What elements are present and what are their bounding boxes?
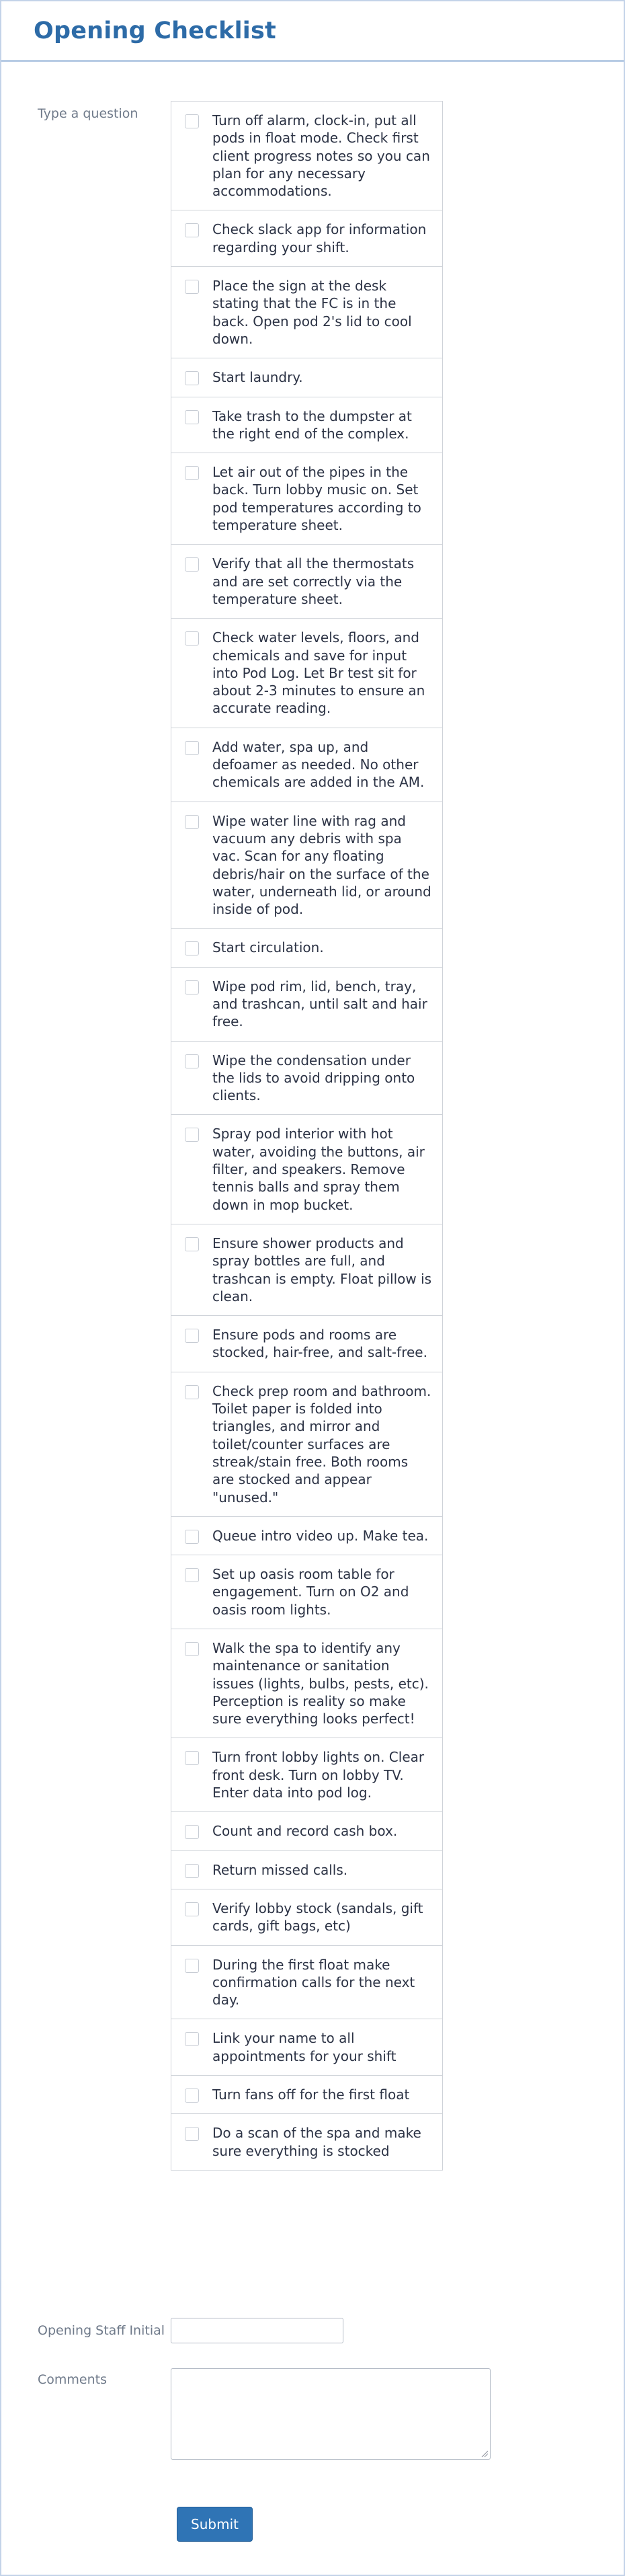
checklist-item[interactable] (171, 102, 442, 210)
checkbox[interactable] (185, 557, 199, 572)
checklist-item[interactable] (171, 2019, 442, 2076)
checklist-item-label: Queue intro video up. Make tea. (212, 1527, 429, 1544)
checklist-item-label: Place the sign at the desk stating that the FC is in the back. Open pod 2's lid to cool down. (212, 278, 412, 347)
checkbox[interactable] (185, 1385, 199, 1399)
checklist-item[interactable] (171, 802, 442, 929)
checklist-item[interactable] (171, 1851, 442, 1889)
checkbox[interactable] (185, 466, 199, 480)
checkbox[interactable] (185, 941, 199, 955)
checklist-item-label: Verify that all the thermostats and are set correctly via the temperature sheet. (212, 555, 415, 607)
checkbox[interactable] (185, 2032, 199, 2046)
checkbox[interactable] (185, 1751, 199, 1765)
comments-textarea[interactable] (171, 2368, 491, 2460)
checklist-item-label: Start laundry. (212, 369, 303, 386)
checklist-item-label: Turn off alarm, clock-in, put all pods in float mode. Check first client progress notes so you can plan for any necessary accommodations. (212, 112, 430, 200)
checklist-item[interactable] (171, 267, 442, 358)
checkbox[interactable] (185, 1128, 199, 1142)
submit-button[interactable]: Submit (177, 2507, 253, 2542)
checklist-item-label: Check slack app for information regarding your shift. (212, 221, 427, 256)
checklist-item[interactable] (171, 1042, 442, 1116)
checklist-item-label: Start circulation. (212, 939, 324, 956)
checkbox[interactable] (185, 1329, 199, 1343)
checklist-item-label: Set up oasis room table for engagement. Turn on O2 and oasis room lights. (212, 1566, 409, 1618)
checklist-item[interactable] (171, 2114, 442, 2171)
checklist-item-label: During the first float make confirmation calls for the next day. (212, 1956, 415, 2008)
checklist-item[interactable] (171, 1316, 442, 1372)
checklist-item[interactable] (171, 2076, 442, 2114)
checklist-item-label: Turn front lobby lights on. Clear front desk. Turn on lobby TV. Enter data into pod log. (212, 1749, 425, 1801)
checkbox[interactable] (185, 114, 199, 128)
checklist-item[interactable] (171, 358, 442, 397)
checklist-item[interactable] (171, 545, 442, 619)
checklist-item[interactable] (171, 1629, 442, 1738)
checklist-item-label: Wipe pod rim, lid, bench, tray, and trashcan, until salt and hair free. (212, 978, 427, 1030)
checkbox[interactable] (185, 280, 199, 294)
checkbox[interactable] (185, 2089, 199, 2103)
checkbox[interactable] (185, 815, 199, 829)
checklist-item-label: Link your name to all appointments for your shift (212, 2030, 397, 2064)
checkbox[interactable] (185, 1959, 199, 1973)
checklist-item-label: Wipe the condensation under the lids to avoid dripping onto clients. (212, 1052, 415, 1104)
question-label: Type a question (38, 106, 138, 121)
checkbox[interactable] (185, 631, 199, 646)
checkbox[interactable] (185, 223, 199, 237)
checklist-item-label: Let air out of the pipes in the back. Turn lobby music on. Set pod temperatures according to temperature sheet. (212, 464, 421, 534)
checklist-item-label: Do a scan of the spa and make sure everything is stocked (212, 2125, 421, 2159)
checkbox[interactable] (185, 2127, 199, 2141)
checkbox[interactable] (185, 1237, 199, 1251)
checklist-item-label: Turn fans off for the first float (212, 2086, 410, 2103)
checklist-item[interactable] (171, 1115, 442, 1224)
checkbox[interactable] (185, 1825, 199, 1839)
checklist-item-label: Check water levels, floors, and chemicals and save for input into Pod Log. Let Br test sit for about 2-3 minutes to ensure an accurate reading. (212, 629, 425, 717)
checklist-item[interactable] (171, 1517, 442, 1555)
checklist-item-label: Take trash to the dumpster at the right end of the complex. (212, 407, 412, 442)
checkbox[interactable] (185, 1054, 199, 1068)
checklist-item[interactable] (171, 1224, 442, 1316)
resize-grip-icon[interactable] (481, 2450, 489, 2458)
checklist-item[interactable] (171, 968, 442, 1042)
checkbox[interactable] (185, 1530, 199, 1544)
checkbox[interactable] (185, 741, 199, 755)
checklist-item-label: Ensure pods and rooms are stocked, hair-free, and salt-free. (212, 1327, 427, 1361)
form-header (1, 1, 624, 62)
checklist-item-label: Count and record cash box. (212, 1823, 398, 1840)
checkbox[interactable] (185, 1902, 199, 1916)
checkbox[interactable] (185, 1642, 199, 1656)
checklist-item[interactable] (171, 453, 442, 545)
checklist-item[interactable] (171, 1889, 442, 1946)
comments-label: Comments (38, 2372, 107, 2387)
checklist-item-label: Spray pod interior with hot water, avoiding the buttons, air filter, and speakers. Remove tennis balls and spray them down in mop bucket. (212, 1126, 425, 1213)
checklist-item-label: Verify lobby stock (sandals, gift cards, gift bags, etc) (212, 1900, 423, 1935)
checklist-item[interactable] (171, 929, 442, 967)
checkbox[interactable] (185, 980, 199, 994)
checkbox[interactable] (185, 1568, 199, 1582)
checklist-item[interactable] (171, 210, 442, 267)
checklist-item[interactable] (171, 619, 442, 728)
checklist-item-label: Ensure shower products and spray bottles are full, and trashcan is empty. Float pillow is clean. (212, 1235, 432, 1304)
checklist-item-label: Check prep room and bathroom. Toilet paper is folded into triangles, and mirror and toilet/counter surfaces are streak/stain free. Both rooms are stocked and appear "unused." (212, 1382, 431, 1506)
checklist-item[interactable] (171, 1812, 442, 1850)
checkbox[interactable] (185, 371, 199, 385)
checklist-item[interactable] (171, 397, 442, 454)
checklist-item[interactable] (171, 1555, 442, 1629)
checklist-item[interactable] (171, 728, 442, 802)
checklist-item[interactable] (171, 1946, 442, 2020)
checklist-item-label: Add water, spa up, and defoamer as needed. No other chemicals are added in the AM. (212, 738, 425, 791)
checkbox[interactable] (185, 1864, 199, 1878)
checklist-item-label: Walk the spa to identify any maintenance or sanitation issues (lights, bulbs, pests, etc). Perception is reality so make sure everything looks perfect! (212, 1640, 429, 1727)
checklist-item[interactable] (171, 1372, 442, 1517)
checklist (171, 101, 443, 2171)
checkbox[interactable] (185, 410, 199, 424)
checklist-item[interactable] (171, 1738, 442, 1812)
form-title: Opening Checklist (34, 17, 276, 44)
opening-staff-initial-label: Opening Staff Initial (38, 2323, 165, 2338)
checklist-item-label: Return missed calls. (212, 1861, 348, 1878)
checklist-item-label: Wipe water line with rag and vacuum any debris with spa vac. Scan for any floating debris/hair on the surface of the water, underneath lid, or around inside of pod. (212, 812, 431, 918)
opening-staff-initial-input[interactable] (171, 2318, 343, 2343)
